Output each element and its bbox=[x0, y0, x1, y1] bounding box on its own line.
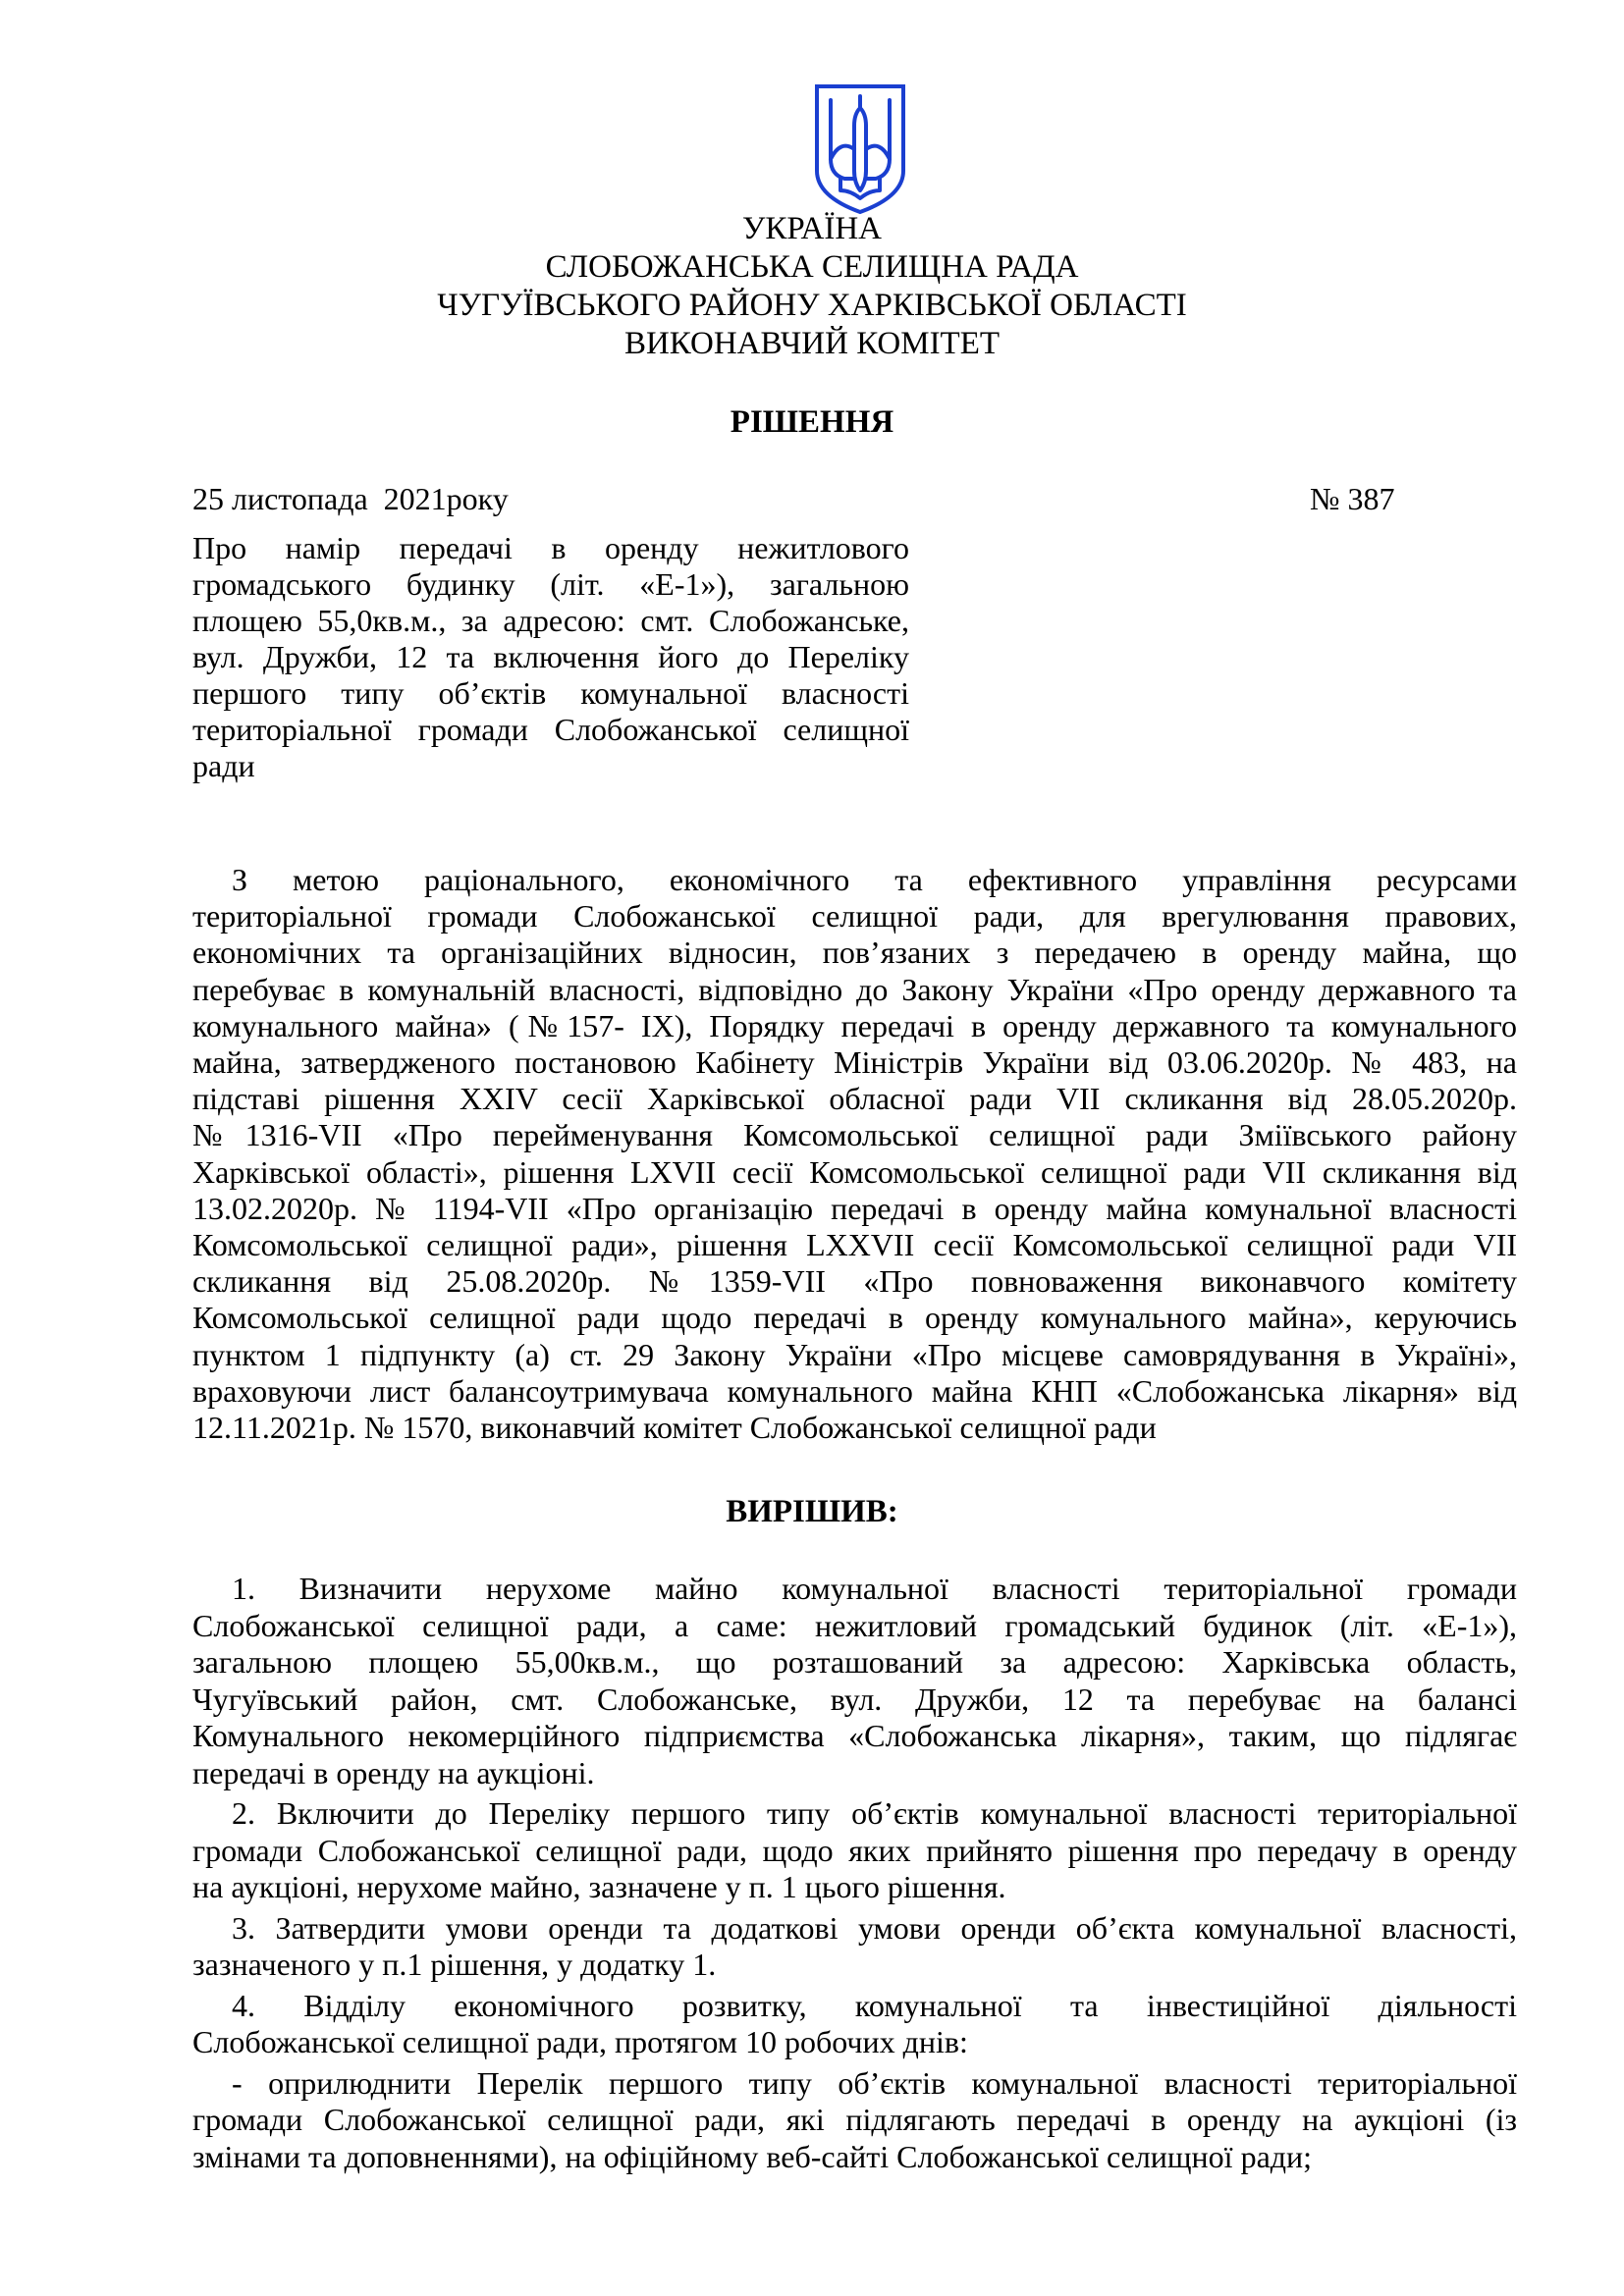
header-country: УКРАЇНА bbox=[742, 211, 882, 246]
subject-line: Про намір передачі в оренду нежитлового bbox=[192, 530, 909, 565]
item-line: Слобожанської селищної ради, а саме: нежитловий громадський будинок (літ. «Е-1»), bbox=[192, 1607, 1517, 1643]
subject-line: ради bbox=[192, 748, 255, 783]
decision-item-3 bbox=[192, 1910, 1517, 1984]
header-committee: ВИКОНАВЧИЙ КОМІТЕТ bbox=[623, 326, 1001, 361]
item-line: - оприлюднити Перелік першого типу об’єктів комунальної власності територіальної bbox=[232, 2064, 1517, 2101]
preamble-line: пунктом 1 підпункту (а) ст. 29 Закону України «Про місцеве самоврядування в Україні», bbox=[192, 1336, 1517, 1372]
preamble-line: 12.11.2021р. № 1570, виконавчий комітет Слобожанської селищної ради bbox=[192, 1410, 1157, 1446]
resolve-heading: ВИРІШИВ: bbox=[726, 1494, 898, 1529]
subject-line: площею 55,0кв.м., за адресою: смт. Слобожанське, bbox=[192, 603, 909, 638]
decision-date: 25 листопада 2021року bbox=[192, 481, 509, 516]
header-council: СЛОБОЖАНСЬКА СЕЛИЩНА РАДА bbox=[545, 249, 1079, 285]
header-district: ЧУГУЇВСЬКОГО РАЙОНУ ХАРКІВСЬКОЇ ОБЛАСТІ bbox=[437, 288, 1187, 323]
preamble-paragraph bbox=[192, 862, 1517, 1446]
subject-line: вул. Дружби, 12 та включення його до Переліку bbox=[192, 639, 909, 674]
preamble-line: комунального майна» (№157- IX), Порядку передачі в оренду державного та комунального bbox=[192, 1007, 1517, 1043]
decision-item-1 bbox=[192, 1571, 1517, 1791]
preamble-line: Харківської області», рішення LXVII сесії Комсомольської селищної ради VII скликання від bbox=[192, 1153, 1517, 1190]
item-line: Комунального некомерційного підприємства «Слобожанська лікарня», таким, що підлягає bbox=[192, 1718, 1517, 1753]
subject-line: територіальної громади Слобожанської селищної bbox=[192, 712, 909, 747]
item-line: зазначеного у п.1 рішення, у додатку 1. bbox=[192, 1947, 717, 1982]
decision-title: РІШЕННЯ bbox=[730, 404, 894, 440]
decision-item-4 bbox=[192, 1988, 1517, 2061]
decision-item-4-subpoint bbox=[192, 2065, 1517, 2176]
subject-line: першого типу об’єктів комунальної власності bbox=[192, 675, 909, 711]
item-line: Чугуївський район, смт. Слобожанське, вул. Дружби, 12 та перебуває на балансі bbox=[192, 1681, 1517, 1717]
coat-of-arms-trident-icon bbox=[811, 80, 909, 218]
item-line: передачі в оренду на аукціоні. bbox=[192, 1754, 595, 1790]
item-line: 3. Затвердити умови оренди та додаткові умови оренди об’єкта комунальної власності, bbox=[232, 1909, 1517, 1946]
preamble-line: 13.02.2020р. № 1194-VII «Про організацію передачі в оренду майна комунальної власності bbox=[192, 1190, 1517, 1226]
preamble-line: територіальної громади Слобожанської селищної ради, для врегулювання правових, bbox=[192, 898, 1517, 934]
decision-number: № 387 bbox=[1310, 481, 1395, 516]
item-line: Слобожанської селищної ради, протягом 10 робочих днів: bbox=[192, 2024, 968, 2059]
preamble-line: перебуває в комунальній власності, відповідно до Закону України «Про оренду державного та bbox=[192, 971, 1517, 1007]
preamble-line: економічних та організаційних відносин, пов’язаних з передачею в оренду майна, що bbox=[192, 934, 1517, 971]
item-line: громади Слобожанської селищної ради, які підлягають передачі в оренду на аукціоні (із bbox=[192, 2102, 1517, 2137]
preamble-line: скликання від 25.08.2020р. №1359-VII «Про повноваження виконавчого комітету bbox=[192, 1263, 1517, 1300]
item-line: 4. Відділу економічного розвитку, комунальної та інвестиційної діяльності bbox=[232, 1987, 1517, 2023]
item-line: 2. Включити до Переліку першого типу об’єктів комунальної власності територіальної bbox=[232, 1795, 1517, 1831]
item-line: на аукціоні, нерухоме майно, зазначене у п. 1 цього рішення. bbox=[192, 1869, 1006, 1904]
item-line: загальною площею 55,00кв.м., що розташований за адресою: Харківська область, bbox=[192, 1644, 1517, 1680]
preamble-line: Комсомольської селищної ради», рішення LXXVII сесії Комсомольської селищної ради VII bbox=[192, 1227, 1517, 1263]
decision-item-2 bbox=[192, 1795, 1517, 1906]
preamble-line: №1316-VII «Про перейменування Комсомольської селищної ради Зміївського району bbox=[192, 1117, 1517, 1153]
preamble-line: майна, затвердженого постановою Кабінету Міністрів України від 03.06.2020р. № 483, на bbox=[192, 1044, 1517, 1081]
decision-subject bbox=[192, 530, 909, 784]
preamble-line: підставі рішення XXIV сесії Харківської обласної ради VII скликання від 28.05.2020р. bbox=[192, 1081, 1517, 1117]
item-line: 1. Визначити нерухоме майно комунальної власності територіальної громади bbox=[232, 1571, 1517, 1606]
preamble-line: враховуючи лист балансоутримувача комунального майна КНП «Слобожанська лікарня» від bbox=[192, 1372, 1517, 1409]
decision-items bbox=[192, 1571, 1517, 2175]
preamble-line: Комсомольської селищної ради щодо передачі в оренду комунального майна», керуючись bbox=[192, 1300, 1517, 1336]
document-header bbox=[0, 210, 1624, 363]
item-line: громади Слобожанської селищної ради, щодо яких прийнято рішення про передачу в оренду bbox=[192, 1832, 1517, 1868]
item-line: змінами та доповненнями), на офіційному веб-сайті Слобожанської селищної ради; bbox=[192, 2138, 1313, 2174]
subject-line: громадського будинку (літ. «Е-1»), загальною bbox=[192, 566, 909, 602]
preamble-line: З метою раціонального, економічного та ефективного управління ресурсами bbox=[232, 862, 1517, 897]
